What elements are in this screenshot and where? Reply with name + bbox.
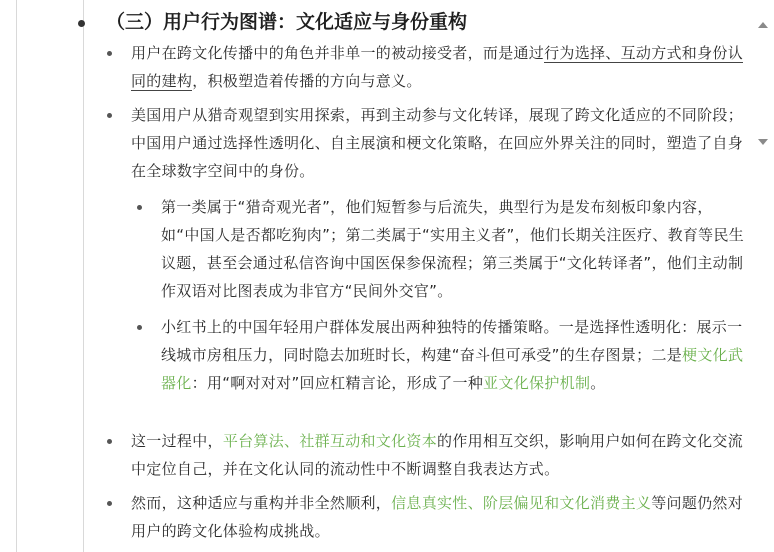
sub-list-item [137, 313, 747, 397]
underlined-text: 行为选择、互动方式和身份认同的建构 [131, 44, 744, 90]
highlight-text: 亚文化保护机制 [483, 374, 591, 392]
list-item-text: 小红书上的中国年轻用户群体发展出两种独特的传播策略。一是选择性透明化：展示一线城市房租压力，同时隐去加班时长，构建“奋斗但可承受”的生存图景；二是梗文化武器化：用“啊对对对”回应杠精言论，形成了一种亚文化保护机制。 [161, 318, 744, 392]
section-heading [78, 8, 467, 36]
bullet-dot [107, 439, 112, 444]
list-item-text: 第一类属于“猎奇观光者”，他们短暂参与后流失，典型行为是发布刻板印象内容，如“中国人是否都吃狗肉”；第二类属于“实用主义者”，他们长期关注医疗、教育等民生议题，甚至会通过私信咨询中国医保参保流程；第三类属于“文化转译者”，他们主动制作双语对比图表成为非官方“民间外交官”。 [161, 198, 745, 300]
bullet-dot [78, 20, 85, 27]
highlight-text: 梗文化武器化 [161, 346, 744, 392]
outline-guide-line [83, 0, 84, 552]
list-item [107, 39, 747, 95]
highlight-text: 平台算法、社群互动和文化资本 [222, 432, 438, 450]
highlight-text: 信息真实性、阶层偏见和文化消费主义 [391, 494, 652, 512]
outline-guide-line [16, 0, 17, 552]
list-item-text: 美国用户从猎奇观望到实用探索，再到主动参与文化转译，展现了跨文化适应的不同阶段；中国用户通过选择性透明化、自主展演和梗文化策略，在回应外界关注的同时，塑造了自身在全球数字空间中的身份。 [131, 106, 744, 180]
sub-list-item [137, 193, 747, 305]
bullet-dot [107, 501, 112, 506]
list-item [107, 101, 747, 185]
bullet-dot [137, 205, 142, 210]
bullet-dot [107, 51, 112, 56]
list-item [107, 489, 747, 545]
scroll-down-arrow-icon[interactable] [758, 139, 768, 145]
bullet-dot [107, 113, 112, 118]
list-item-text: 这一过程中，平台算法、社群互动和文化资本的作用相互交织，影响用户如何在跨文化交流中定位自己，并在文化认同的流动性中不断调整自我表达方式。 [131, 432, 744, 478]
bullet-dot [137, 325, 142, 330]
list-item-text: 然而，这种适应与重构并非全然顺利，信息真实性、阶层偏见和文化消费主义等问题仍然对用户的跨文化体验构成挑战。 [131, 494, 744, 540]
section-heading-text: （三）用户行为图谱：文化适应与身份重构 [106, 11, 468, 33]
list-item-text: 用户在跨文化传播中的角色并非单一的被动接受者，而是通过行为选择、互动方式和身份认同的建构，积极塑造着传播的方向与意义。 [131, 44, 744, 90]
scroll-up-arrow-icon[interactable] [758, 22, 768, 28]
list-item [107, 427, 747, 483]
